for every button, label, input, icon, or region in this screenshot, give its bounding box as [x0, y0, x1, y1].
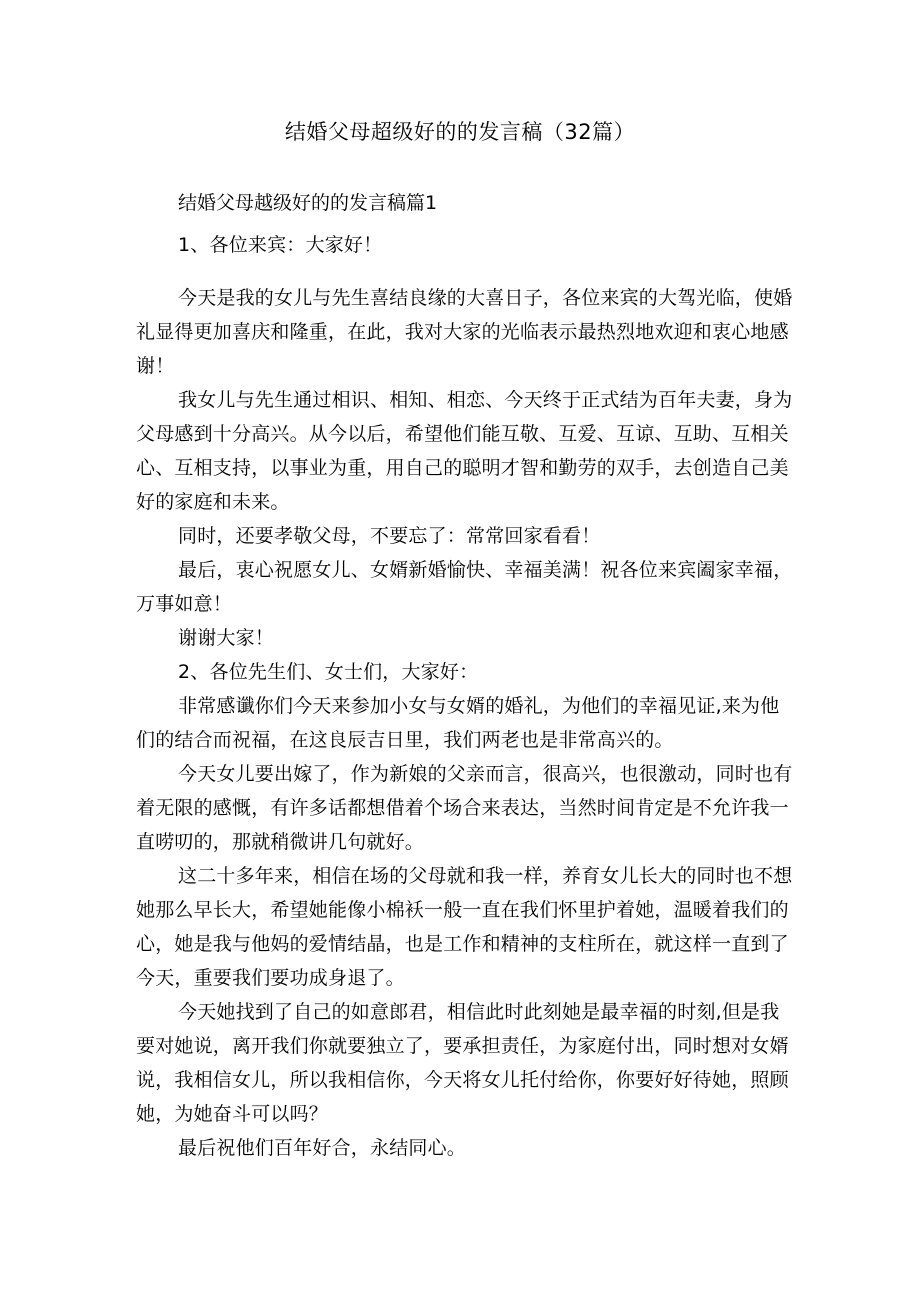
- paragraph-11: 最后祝他们百年好合，永结同心。: [178, 1137, 467, 1159]
- paragraph-10: 今天她找到了自己的如意郎君，相信此时此刻她是最幸福的时刻,但是我要对她说，离开我们你就要独立了，要承担责任，为家庭付出，同时想对女婿说，我相信女儿，所以我相信你，今天将女儿托付给你，你要好好待她，照顾她，为她奋斗可以吗？: [136, 1001, 789, 1125]
- greeting-block: [136, 228, 796, 262]
- speech-body: [136, 281, 796, 1165]
- document-title: 结婚父母超级好的的发言稿（32篇）: [284, 120, 636, 144]
- paragraph-5: 谢谢大家！: [178, 627, 275, 649]
- paragraph-9: 这二十多年来，相信在场的父母就和我一样，养育女儿长大的同时也不想她那么早长大，希望她能像小棉袄一般一直在我们怀里护着她，温暖着我们的心，她是我与他妈的爱情结晶，也是工作和精神的支柱所在，就这样一直到了今天，重要我们要功成身退了。: [136, 865, 793, 989]
- greeting-paragraph: 1、各位来宾：大家好！: [178, 234, 383, 256]
- paragraph-1: 今天是我的女儿与先生喜结良缘的大喜日子，各位来宾的大驾光临，使婚礼显得更加喜庆和隆重，在此，我对大家的光临表示最热烈地欢迎和衷心地感谢！: [136, 287, 793, 377]
- paragraph-2: 我女儿与先生通过相识、相知、相恋、今天终于正式结为百年夫妻，身为父母感到十分高兴。从今以后，希望他们能互敬、互爱、互谅、互助、互相关心、互相支持，以事业为重，用自己的聪明才智和勤劳的双手，去创造自己美好的家庭和未来。: [136, 389, 793, 513]
- paragraph-3: 同时，还要孝敬父母，不要忘了：常常回家看看！: [178, 525, 601, 547]
- paragraph-8: 今天女儿要出嫁了，作为新娘的父亲而言，很高兴，也很激动，同时也有着无限的感慨，有许多话都想借着个场合来表达，当然时间肯定是不允许我一直唠叨的，那就稍微讲几句就好。: [136, 763, 793, 853]
- paragraph-4: 最后，衷心祝愿女儿、女婿新婚愉快、幸福美满！祝各位来宾阖家幸福，万事如意！: [136, 559, 793, 615]
- paragraph-6: 2、各位先生们、女士们，大家好：: [178, 661, 479, 683]
- paragraph-7: 非常感谶你们今天来参加小女与女婿的婚礼，为他们的幸福见证,来为他们的结合而祝福，在这良辰吉日里，我们两老也是非常高兴的。: [136, 695, 780, 751]
- section-heading: 结婚父母越级好的的发言稿篇1: [178, 192, 438, 214]
